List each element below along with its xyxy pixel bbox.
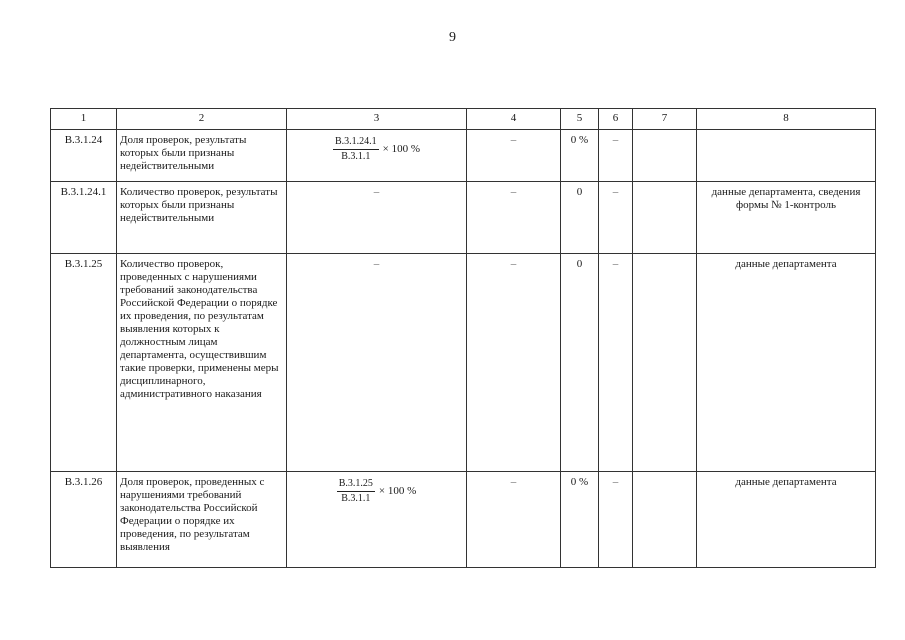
formula: [333, 136, 420, 163]
indicator-code: В.3.1.24: [51, 130, 117, 182]
fraction: [333, 136, 379, 163]
formula-suffix: × 100 %: [378, 485, 417, 497]
fraction-numerator: В.3.1.24.1: [333, 136, 379, 150]
cell-col5: 0 %: [561, 130, 599, 182]
cell-col4: –: [467, 130, 561, 182]
indicator-formula: [287, 472, 467, 568]
cell-col6: –: [599, 130, 633, 182]
cell-col7: [633, 182, 697, 254]
column-header: 4: [467, 109, 561, 130]
fraction-numerator: В.3.1.25: [337, 478, 375, 492]
indicators-table: [50, 108, 876, 568]
fraction-denominator: В.3.1.1: [341, 151, 371, 162]
cell-source: данные департамента: [697, 254, 876, 472]
table-row: [51, 472, 876, 568]
cell-col6: –: [599, 182, 633, 254]
column-header: 6: [599, 109, 633, 130]
cell-source: [697, 130, 876, 182]
column-header: 7: [633, 109, 697, 130]
cell-col6: –: [599, 472, 633, 568]
cell-col4: –: [467, 472, 561, 568]
cell-col7: [633, 254, 697, 472]
cell-col4: –: [467, 182, 561, 254]
indicator-code: В.3.1.26: [51, 472, 117, 568]
cell-col7: [633, 130, 697, 182]
indicator-code: В.3.1.24.1: [51, 182, 117, 254]
indicator-formula: –: [287, 182, 467, 254]
indicator-name: Доля проверок, результаты которых были признаны недействительными: [117, 130, 287, 182]
indicator-formula: [287, 130, 467, 182]
fraction: [337, 478, 375, 505]
cell-col7: [633, 472, 697, 568]
indicator-name: Доля проверок, проведенных с нарушениями требований законодательства Российской Федерации о порядке их проведения, по результатам выявления: [117, 472, 287, 568]
column-header: 3: [287, 109, 467, 130]
table-row: [51, 130, 876, 182]
column-header: 5: [561, 109, 599, 130]
column-header: 2: [117, 109, 287, 130]
table-row: [51, 182, 876, 254]
table-row: [51, 254, 876, 472]
table-header-row: [51, 109, 876, 130]
page-number: 9: [449, 30, 456, 45]
indicator-code: В.3.1.25: [51, 254, 117, 472]
cell-source: данные департамента: [697, 472, 876, 568]
indicator-formula: –: [287, 254, 467, 472]
indicator-name: Количество проверок, результаты которых были признаны недействительными: [117, 182, 287, 254]
column-header: 8: [697, 109, 876, 130]
cell-col5: 0: [561, 254, 599, 472]
formula: [337, 478, 417, 505]
cell-col5: 0: [561, 182, 599, 254]
column-header: 1: [51, 109, 117, 130]
cell-col6: –: [599, 254, 633, 472]
fraction-denominator: В.3.1.1: [341, 493, 371, 504]
cell-col5: 0 %: [561, 472, 599, 568]
formula-suffix: × 100 %: [382, 143, 421, 155]
indicator-name: Количество проверок, проведенных с нарушениями требований законодательства Российской Федерации о порядке их проведения, по результатам выявления которых к должностным лицам департамента, осуществившим такие проверки, применены меры дисциплинарного, административного наказания: [117, 254, 287, 472]
cell-source: данные департамента, сведения формы № 1-контроль: [697, 182, 876, 254]
cell-col4: –: [467, 254, 561, 472]
